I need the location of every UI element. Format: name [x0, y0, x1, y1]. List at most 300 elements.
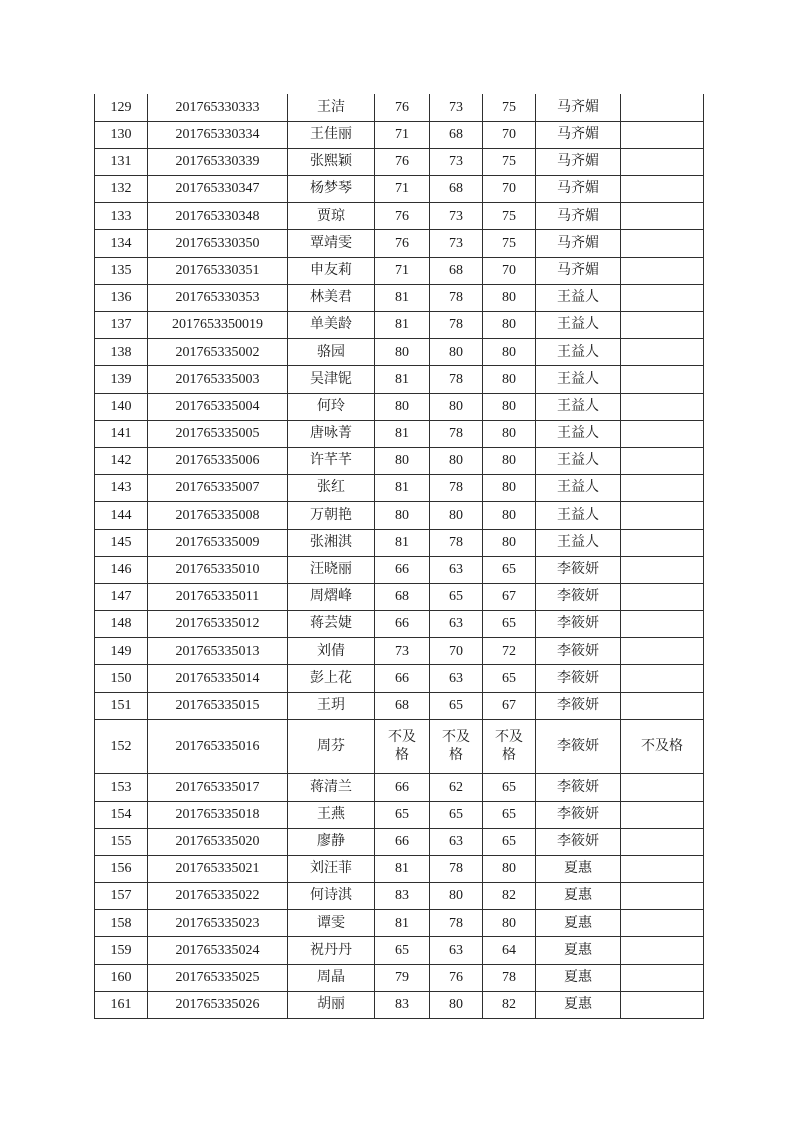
- cell-student-name: 张湘淇: [288, 529, 375, 556]
- cell-score-1: 76: [375, 94, 430, 121]
- cell-teacher-name: 王益人: [536, 447, 621, 474]
- cell-remark: [621, 257, 704, 284]
- table-row: [95, 420, 704, 447]
- cell-student-id: 201765335014: [148, 665, 288, 692]
- cell-student-id: 201765335024: [148, 937, 288, 964]
- cell-remark: [621, 665, 704, 692]
- cell-score-3: 80: [483, 393, 536, 420]
- cell-score-2: 78: [430, 284, 483, 311]
- cell-score-1: 81: [375, 312, 430, 339]
- cell-row-number: 149: [95, 638, 148, 665]
- cell-score-3: 80: [483, 855, 536, 882]
- cell-student-id: 201765335015: [148, 692, 288, 719]
- cell-student-id: 201765335018: [148, 801, 288, 828]
- cell-remark: [621, 230, 704, 257]
- cell-student-id: 201765330350: [148, 230, 288, 257]
- cell-remark: [621, 828, 704, 855]
- cell-teacher-name: 夏惠: [536, 991, 621, 1018]
- cell-score-2: 63: [430, 665, 483, 692]
- cell-remark: [621, 937, 704, 964]
- cell-teacher-name: 王益人: [536, 339, 621, 366]
- cell-student-name: 许芊芊: [288, 447, 375, 474]
- cell-row-number: 139: [95, 366, 148, 393]
- cell-student-id: 201765330339: [148, 148, 288, 175]
- fail-grade-text: 不及格: [495, 730, 523, 763]
- cell-student-name: 张熙颖: [288, 148, 375, 175]
- cell-score-3: 67: [483, 692, 536, 719]
- cell-row-number: 142: [95, 447, 148, 474]
- cell-score-3: 80: [483, 284, 536, 311]
- cell-row-number: 138: [95, 339, 148, 366]
- cell-student-name: 刘倩: [288, 638, 375, 665]
- cell-student-id: 201765330333: [148, 94, 288, 121]
- cell-score-3: 80: [483, 366, 536, 393]
- cell-student-name: 谭雯: [288, 910, 375, 937]
- cell-score-1: 81: [375, 910, 430, 937]
- cell-teacher-name: 王益人: [536, 312, 621, 339]
- table-row: [95, 393, 704, 420]
- cell-score-3: 64: [483, 937, 536, 964]
- cell-student-id: 201765335017: [148, 774, 288, 801]
- table-row: [95, 257, 704, 284]
- cell-score-3: 75: [483, 148, 536, 175]
- cell-student-id: 201765335011: [148, 583, 288, 610]
- cell-student-name: 刘汪菲: [288, 855, 375, 882]
- cell-remark: [621, 910, 704, 937]
- cell-remark: [621, 393, 704, 420]
- cell-score-1: 68: [375, 583, 430, 610]
- cell-score-1: 76: [375, 203, 430, 230]
- cell-row-number: 131: [95, 148, 148, 175]
- cell-score-3: 75: [483, 230, 536, 257]
- cell-score-1: 76: [375, 148, 430, 175]
- cell-row-number: 150: [95, 665, 148, 692]
- cell-teacher-name: 王益人: [536, 284, 621, 311]
- cell-teacher-name: 李筱妍: [536, 665, 621, 692]
- cell-score-3: 80: [483, 475, 536, 502]
- cell-score-2: 78: [430, 366, 483, 393]
- cell-remark: [621, 339, 704, 366]
- table-row: [95, 828, 704, 855]
- cell-score-3: 75: [483, 94, 536, 121]
- cell-score-1: 80: [375, 393, 430, 420]
- cell-score-2: 73: [430, 148, 483, 175]
- cell-remark: [621, 148, 704, 175]
- cell-student-name: 张红: [288, 475, 375, 502]
- table-row: [95, 366, 704, 393]
- cell-score-1: 81: [375, 529, 430, 556]
- cell-score-1: 83: [375, 991, 430, 1018]
- cell-score-2: [430, 719, 483, 774]
- cell-score-2: 73: [430, 230, 483, 257]
- cell-teacher-name: 王益人: [536, 502, 621, 529]
- cell-student-id: 201765330334: [148, 121, 288, 148]
- cell-score-2: 78: [430, 529, 483, 556]
- cell-teacher-name: 李筱妍: [536, 774, 621, 801]
- cell-student-name: 祝丹丹: [288, 937, 375, 964]
- table-row: [95, 475, 704, 502]
- cell-score-1: 65: [375, 937, 430, 964]
- cell-remark: [621, 366, 704, 393]
- cell-score-3: 80: [483, 529, 536, 556]
- cell-score-3: 82: [483, 991, 536, 1018]
- cell-teacher-name: 马齐媚: [536, 94, 621, 121]
- cell-student-name: 单美龄: [288, 312, 375, 339]
- cell-teacher-name: 马齐媚: [536, 257, 621, 284]
- cell-remark: [621, 692, 704, 719]
- cell-row-number: 140: [95, 393, 148, 420]
- cell-score-1: 66: [375, 774, 430, 801]
- cell-score-1: 71: [375, 257, 430, 284]
- cell-remark: [621, 556, 704, 583]
- table-row: [95, 284, 704, 311]
- table-row: [95, 583, 704, 610]
- cell-score-1: 66: [375, 556, 430, 583]
- cell-row-number: 129: [95, 94, 148, 121]
- cell-student-name: 申友莉: [288, 257, 375, 284]
- cell-score-3: 65: [483, 665, 536, 692]
- cell-row-number: 146: [95, 556, 148, 583]
- cell-score-3: 70: [483, 257, 536, 284]
- cell-score-1: 80: [375, 339, 430, 366]
- cell-score-2: 62: [430, 774, 483, 801]
- cell-teacher-name: 王益人: [536, 475, 621, 502]
- cell-score-1: 79: [375, 964, 430, 991]
- table-row: [95, 964, 704, 991]
- cell-student-name: 王玥: [288, 692, 375, 719]
- table-row: [95, 801, 704, 828]
- cell-score-3: 80: [483, 502, 536, 529]
- table-row: [95, 203, 704, 230]
- cell-teacher-name: 王益人: [536, 420, 621, 447]
- cell-score-1: 81: [375, 284, 430, 311]
- cell-score-2: 63: [430, 937, 483, 964]
- cell-student-id: 201765335025: [148, 964, 288, 991]
- cell-student-name: 周芬: [288, 719, 375, 774]
- cell-score-2: 80: [430, 393, 483, 420]
- cell-remark: [621, 774, 704, 801]
- cell-student-name: 彭上花: [288, 665, 375, 692]
- table-row: [95, 148, 704, 175]
- cell-row-number: 135: [95, 257, 148, 284]
- table-row: [95, 855, 704, 882]
- cell-teacher-name: 夏惠: [536, 883, 621, 910]
- cell-teacher-name: 李筱妍: [536, 611, 621, 638]
- cell-score-3: 80: [483, 447, 536, 474]
- cell-row-number: 156: [95, 855, 148, 882]
- cell-score-3: 65: [483, 828, 536, 855]
- cell-student-id: 201765335010: [148, 556, 288, 583]
- cell-row-number: 152: [95, 719, 148, 774]
- table-row: [95, 312, 704, 339]
- table-row: [95, 692, 704, 719]
- cell-teacher-name: 李筱妍: [536, 828, 621, 855]
- cell-teacher-name: 夏惠: [536, 964, 621, 991]
- table-row: [95, 230, 704, 257]
- cell-teacher-name: 王益人: [536, 529, 621, 556]
- cell-remark: [621, 991, 704, 1018]
- cell-teacher-name: 李筱妍: [536, 692, 621, 719]
- cell-remark: [621, 883, 704, 910]
- cell-row-number: 133: [95, 203, 148, 230]
- cell-teacher-name: 马齐媚: [536, 148, 621, 175]
- table-row: [95, 638, 704, 665]
- cell-teacher-name: 夏惠: [536, 937, 621, 964]
- cell-row-number: 148: [95, 611, 148, 638]
- cell-student-name: 唐咏菁: [288, 420, 375, 447]
- table-row: [95, 665, 704, 692]
- cell-row-number: 144: [95, 502, 148, 529]
- cell-remark: [621, 475, 704, 502]
- cell-teacher-name: 马齐媚: [536, 203, 621, 230]
- cell-row-number: 134: [95, 230, 148, 257]
- cell-student-name: 林美君: [288, 284, 375, 311]
- cell-student-name: 吴津铌: [288, 366, 375, 393]
- cell-remark: [621, 638, 704, 665]
- cell-student-name: 王燕: [288, 801, 375, 828]
- cell-score-2: 73: [430, 203, 483, 230]
- table-row: [95, 447, 704, 474]
- cell-row-number: 130: [95, 121, 148, 148]
- cell-score-2: 63: [430, 556, 483, 583]
- cell-score-2: 78: [430, 475, 483, 502]
- table-row: [95, 883, 704, 910]
- cell-remark: [621, 312, 704, 339]
- cell-student-id: 201765335002: [148, 339, 288, 366]
- cell-score-2: 63: [430, 828, 483, 855]
- table-row: [95, 121, 704, 148]
- cell-remark: [621, 420, 704, 447]
- cell-score-3: 80: [483, 420, 536, 447]
- cell-student-name: 杨梦琴: [288, 176, 375, 203]
- cell-score-2: 68: [430, 121, 483, 148]
- cell-teacher-name: 李筱妍: [536, 719, 621, 774]
- cell-score-1: 66: [375, 665, 430, 692]
- cell-student-name: 廖静: [288, 828, 375, 855]
- cell-student-id: 201765335022: [148, 883, 288, 910]
- cell-score-3: [483, 719, 536, 774]
- cell-row-number: 161: [95, 991, 148, 1018]
- cell-student-name: 万朝艳: [288, 502, 375, 529]
- grade-table: [94, 94, 704, 1019]
- cell-score-2: 78: [430, 910, 483, 937]
- cell-row-number: 141: [95, 420, 148, 447]
- cell-score-3: 80: [483, 339, 536, 366]
- cell-score-2: 76: [430, 964, 483, 991]
- cell-remark: [621, 801, 704, 828]
- cell-teacher-name: 李筱妍: [536, 583, 621, 610]
- cell-student-id: 201765335004: [148, 393, 288, 420]
- cell-score-2: 68: [430, 176, 483, 203]
- cell-row-number: 158: [95, 910, 148, 937]
- table-row: [95, 529, 704, 556]
- cell-student-name: 胡丽: [288, 991, 375, 1018]
- cell-score-2: 68: [430, 257, 483, 284]
- cell-remark: [621, 447, 704, 474]
- cell-student-id: 2017653350019: [148, 312, 288, 339]
- cell-remark: 不及格: [621, 719, 704, 774]
- cell-score-1: 65: [375, 801, 430, 828]
- table-row: [95, 937, 704, 964]
- cell-teacher-name: 夏惠: [536, 855, 621, 882]
- cell-score-3: 65: [483, 611, 536, 638]
- cell-score-1: 81: [375, 366, 430, 393]
- cell-teacher-name: 李筱妍: [536, 638, 621, 665]
- cell-score-1: 81: [375, 475, 430, 502]
- cell-student-id: 201765330347: [148, 176, 288, 203]
- cell-student-name: 蒋清兰: [288, 774, 375, 801]
- cell-score-1: 68: [375, 692, 430, 719]
- cell-teacher-name: 王益人: [536, 393, 621, 420]
- cell-student-name: 何诗淇: [288, 883, 375, 910]
- cell-remark: [621, 121, 704, 148]
- cell-score-1: 80: [375, 502, 430, 529]
- cell-teacher-name: 李筱妍: [536, 801, 621, 828]
- cell-teacher-name: 夏惠: [536, 910, 621, 937]
- cell-row-number: 147: [95, 583, 148, 610]
- cell-student-id: 201765335012: [148, 611, 288, 638]
- cell-student-id: 201765335016: [148, 719, 288, 774]
- cell-score-3: 70: [483, 121, 536, 148]
- cell-remark: [621, 855, 704, 882]
- fail-grade-text: 不及格: [442, 730, 470, 763]
- cell-remark: [621, 94, 704, 121]
- cell-score-3: 82: [483, 883, 536, 910]
- cell-student-name: 何玲: [288, 393, 375, 420]
- cell-score-3: 75: [483, 203, 536, 230]
- cell-student-name: 周熠峰: [288, 583, 375, 610]
- cell-student-id: 201765330353: [148, 284, 288, 311]
- cell-row-number: 151: [95, 692, 148, 719]
- cell-remark: [621, 529, 704, 556]
- cell-score-3: 80: [483, 910, 536, 937]
- table-row: [95, 719, 704, 774]
- cell-score-2: 78: [430, 855, 483, 882]
- cell-student-id: 201765335020: [148, 828, 288, 855]
- cell-score-2: 80: [430, 502, 483, 529]
- cell-score-2: 80: [430, 447, 483, 474]
- cell-row-number: 155: [95, 828, 148, 855]
- cell-teacher-name: 马齐媚: [536, 176, 621, 203]
- cell-score-1: 71: [375, 121, 430, 148]
- cell-score-2: 80: [430, 883, 483, 910]
- cell-teacher-name: 马齐媚: [536, 230, 621, 257]
- cell-score-2: 80: [430, 991, 483, 1018]
- cell-score-1: 83: [375, 883, 430, 910]
- cell-score-3: 70: [483, 176, 536, 203]
- cell-row-number: 145: [95, 529, 148, 556]
- cell-score-2: 65: [430, 692, 483, 719]
- cell-row-number: 157: [95, 883, 148, 910]
- cell-student-id: 201765335006: [148, 447, 288, 474]
- cell-score-1: 66: [375, 611, 430, 638]
- cell-score-1: 80: [375, 447, 430, 474]
- cell-student-id: 201765330348: [148, 203, 288, 230]
- cell-remark: [621, 284, 704, 311]
- cell-student-name: 王洁: [288, 94, 375, 121]
- cell-row-number: 137: [95, 312, 148, 339]
- cell-student-id: 201765335023: [148, 910, 288, 937]
- cell-score-1: 81: [375, 420, 430, 447]
- cell-score-3: 65: [483, 556, 536, 583]
- cell-score-3: 72: [483, 638, 536, 665]
- table-row: [95, 556, 704, 583]
- cell-student-id: 201765335009: [148, 529, 288, 556]
- table-row: [95, 910, 704, 937]
- cell-score-3: 65: [483, 774, 536, 801]
- table-row: [95, 339, 704, 366]
- cell-row-number: 154: [95, 801, 148, 828]
- cell-remark: [621, 176, 704, 203]
- cell-score-3: 80: [483, 312, 536, 339]
- cell-score-1: [375, 719, 430, 774]
- cell-score-3: 78: [483, 964, 536, 991]
- table-row: [95, 991, 704, 1018]
- cell-score-1: 81: [375, 855, 430, 882]
- cell-student-id: 201765330351: [148, 257, 288, 284]
- table-row: [95, 502, 704, 529]
- cell-student-name: 骆园: [288, 339, 375, 366]
- cell-student-name: 贾琼: [288, 203, 375, 230]
- cell-score-2: 78: [430, 420, 483, 447]
- cell-student-id: 201765335021: [148, 855, 288, 882]
- cell-score-1: 73: [375, 638, 430, 665]
- cell-score-1: 66: [375, 828, 430, 855]
- cell-student-name: 周晶: [288, 964, 375, 991]
- cell-student-name: 汪晓丽: [288, 556, 375, 583]
- cell-row-number: 143: [95, 475, 148, 502]
- cell-score-2: 65: [430, 583, 483, 610]
- grade-table-body: [95, 94, 704, 1019]
- cell-score-2: 73: [430, 94, 483, 121]
- table-row: [95, 176, 704, 203]
- cell-score-3: 65: [483, 801, 536, 828]
- table-row: [95, 94, 704, 121]
- cell-score-1: 71: [375, 176, 430, 203]
- table-row: [95, 611, 704, 638]
- cell-student-name: 王佳丽: [288, 121, 375, 148]
- fail-grade-text: 不及格: [388, 730, 416, 763]
- cell-score-2: 63: [430, 611, 483, 638]
- cell-student-id: 201765335007: [148, 475, 288, 502]
- cell-student-id: 201765335005: [148, 420, 288, 447]
- cell-teacher-name: 马齐媚: [536, 121, 621, 148]
- cell-score-2: 65: [430, 801, 483, 828]
- cell-remark: [621, 203, 704, 230]
- cell-row-number: 153: [95, 774, 148, 801]
- cell-remark: [621, 502, 704, 529]
- table-row: [95, 774, 704, 801]
- cell-row-number: 136: [95, 284, 148, 311]
- cell-score-3: 67: [483, 583, 536, 610]
- cell-student-id: 201765335026: [148, 991, 288, 1018]
- cell-score-1: 76: [375, 230, 430, 257]
- cell-remark: [621, 964, 704, 991]
- cell-student-name: 覃靖雯: [288, 230, 375, 257]
- cell-student-name: 蒋芸婕: [288, 611, 375, 638]
- cell-score-2: 78: [430, 312, 483, 339]
- cell-teacher-name: 李筱妍: [536, 556, 621, 583]
- cell-row-number: 159: [95, 937, 148, 964]
- cell-teacher-name: 王益人: [536, 366, 621, 393]
- cell-remark: [621, 583, 704, 610]
- cell-student-id: 201765335008: [148, 502, 288, 529]
- cell-student-id: 201765335003: [148, 366, 288, 393]
- cell-remark: [621, 611, 704, 638]
- cell-score-2: 80: [430, 339, 483, 366]
- cell-student-id: 201765335013: [148, 638, 288, 665]
- cell-row-number: 132: [95, 176, 148, 203]
